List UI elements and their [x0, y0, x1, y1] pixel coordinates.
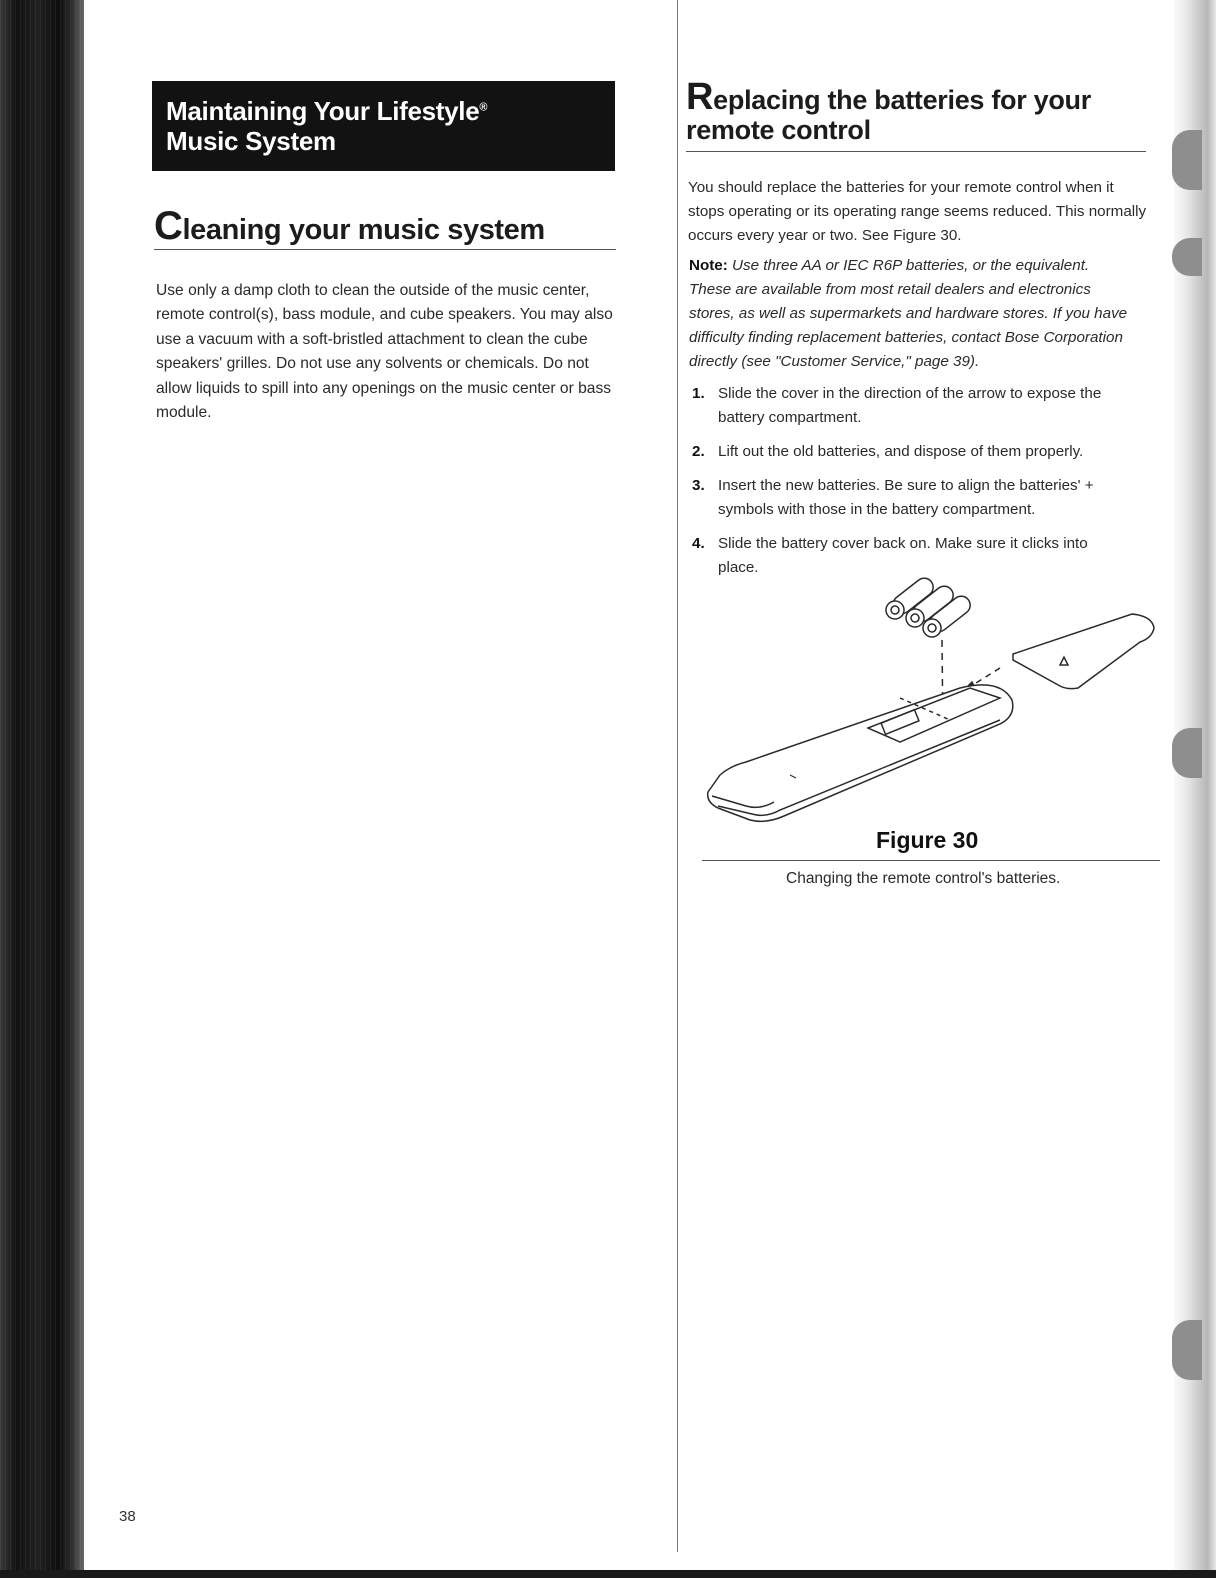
index-tab-mark	[1172, 238, 1202, 276]
battery-cover-icon	[962, 614, 1154, 692]
steps-list	[690, 382, 1130, 590]
banner-title-line-1: Maintaining Your Lifestyle®	[166, 96, 488, 126]
section-banner	[152, 81, 615, 171]
figure-rule	[702, 860, 1160, 861]
list-item: 4. Slide the battery cover back on. Make sure it clicks into place.	[692, 535, 1088, 576]
page-bottom-edge	[0, 1570, 1216, 1578]
battery-replacement-illustration	[700, 570, 1160, 830]
list-item: 2. Lift out the old batteries, and dispose of them properly.	[692, 443, 1084, 460]
cleaning-heading: Cleaning your music system	[154, 204, 545, 248]
heading-rule	[154, 249, 616, 250]
page-number: 38	[119, 1508, 136, 1525]
index-tab-mark	[1172, 1320, 1202, 1380]
book-spine-shadow	[0, 0, 84, 1578]
list-item: 3. Insert the new batteries. Be sure to align the batteries' + symbols with those in the battery compartment.	[692, 477, 1094, 518]
figure-title: Figure 30	[876, 827, 979, 853]
banner-title-line-2: Music System	[166, 126, 336, 156]
batteries-icon	[882, 575, 973, 641]
cleaning-paragraph: Use only a damp cloth to clean the outside of the music center, remote control(s), bass module, and cube speakers. You may also use a vacuum with a soft-bristled attachment to clean the cube speakers' grilles. Do not use any solvents or chemicals. Do not allow liquids to spill into any openings on the music center or bass module.	[156, 282, 613, 422]
figure-caption: Changing the remote control's batteries.	[786, 870, 1061, 887]
page-edge-right	[1174, 0, 1216, 1578]
remote-control-icon	[708, 685, 1013, 821]
note-paragraph: Note: Use three AA or IEC R6P batteries, or the equivalent. These are available from most retail dealers and electronics stores, as well as supermarkets and hardware stores. If you have difficulty finding replacement batteries, contact Bose Corporation directly (see "Customer Service," page 39).	[689, 257, 1128, 370]
page-fold-line	[677, 0, 678, 1552]
index-tab-mark	[1172, 728, 1202, 778]
intro-paragraph: You should replace the batteries for your remote control when it stops operating or its operating range seems reduced. This normally occurs every year or two. See Figure 30.	[688, 179, 1147, 244]
list-item: 1. Slide the cover in the direction of the arrow to expose the battery compartment.	[692, 385, 1102, 426]
replacing-batteries-heading: Replacing the batteries for your remote control	[686, 76, 1091, 145]
heading-rule	[686, 151, 1146, 152]
index-tab-mark	[1172, 130, 1202, 190]
